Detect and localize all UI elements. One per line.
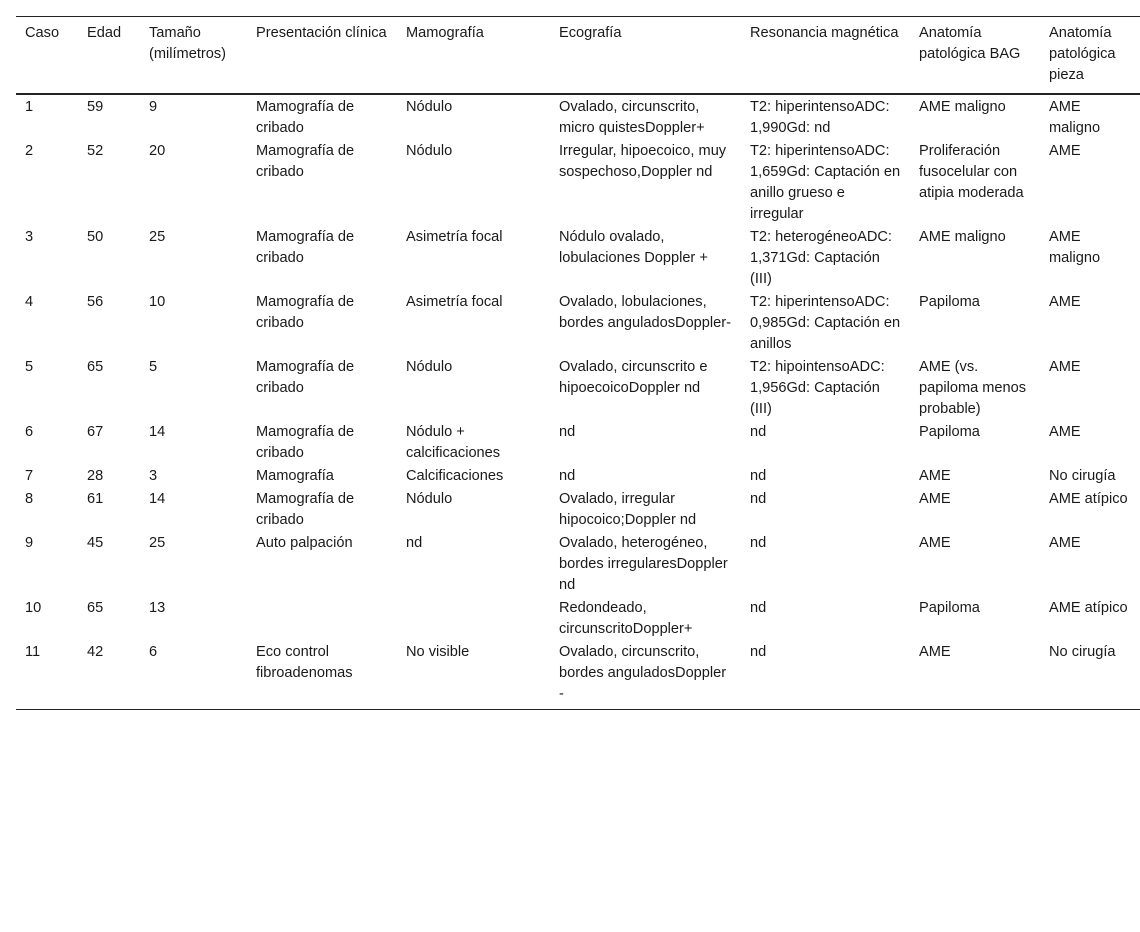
- cell-ecografia: Ovalado, circunscrito, micro quistesDoppler+: [559, 99, 705, 136]
- cell-presentacion: Mamografía: [256, 468, 334, 484]
- column-header-edad: Edad: [87, 25, 122, 41]
- cell-ap-bag: AME: [919, 468, 951, 484]
- cell-mamografia: Nódulo: [406, 143, 453, 159]
- cell-presentacion: Mamografía de cribado: [256, 143, 355, 180]
- column-header-tamano: Tamaño (milímetros): [149, 25, 227, 62]
- cell-presentacion: Mamografía de cribado: [256, 424, 355, 461]
- table-header-row: [16, 17, 1140, 95]
- table-row: [16, 641, 1140, 710]
- cell-ap-bag: AME maligno: [919, 99, 1006, 115]
- cell-caso: 10: [25, 600, 42, 616]
- cell-mamografia: Calcificaciones: [406, 468, 504, 484]
- cell-ecografia: Ovalado, heterogéneo, bordes irregularesDoppler nd: [559, 535, 728, 593]
- cell-ap-bag: AME (vs. papiloma menos probable): [919, 359, 1027, 417]
- cell-mamografia: Asimetría focal: [406, 229, 503, 245]
- column-header-ap-bag: Anatomía patológica BAG: [919, 25, 1021, 62]
- table-row: [16, 226, 1140, 291]
- cell-ap-pieza: AME maligno: [1049, 99, 1101, 136]
- cell-ap-pieza: AME: [1049, 359, 1081, 375]
- cell-ecografia: Ovalado, circunscrito e hipoecoicoDoppler nd: [559, 359, 708, 396]
- cell-mamografia: Asimetría focal: [406, 294, 503, 310]
- cell-edad: 59: [87, 99, 104, 115]
- column-header-mamografia: Mamografía: [406, 25, 484, 41]
- cell-ap-pieza: AME: [1049, 294, 1081, 310]
- cell-tamano: 25: [149, 535, 166, 551]
- cell-ecografia: nd: [559, 468, 576, 484]
- cell-resonancia: nd: [750, 424, 767, 440]
- cell-edad: 61: [87, 491, 104, 507]
- table-row: [16, 94, 1140, 140]
- cell-tamano: 13: [149, 600, 166, 616]
- cell-ap-pieza: AME: [1049, 143, 1081, 159]
- cell-caso: 9: [25, 535, 34, 551]
- table-row: [16, 532, 1140, 597]
- cell-tamano: 6: [149, 644, 158, 660]
- cell-mamografia: No visible: [406, 644, 470, 660]
- cell-caso: 1: [25, 99, 34, 115]
- cell-resonancia: nd: [750, 600, 767, 616]
- cell-tamano: 10: [149, 294, 166, 310]
- column-header-ecografia: Ecografía: [559, 25, 622, 41]
- cell-caso: 6: [25, 424, 34, 440]
- cell-presentacion: Eco control fibroadenomas: [256, 644, 353, 681]
- cell-ecografia: Irregular, hipoecoico, muy sospechoso,Doppler nd: [559, 143, 727, 180]
- cell-resonancia: T2: hiperintensoADC: 0,985Gd: Captación en anillos: [750, 294, 901, 352]
- cell-resonancia: nd: [750, 491, 767, 507]
- cell-ap-bag: AME maligno: [919, 229, 1006, 245]
- cell-ap-bag: Papiloma: [919, 424, 980, 440]
- cell-edad: 65: [87, 600, 104, 616]
- cell-ap-pieza: No cirugía: [1049, 468, 1116, 484]
- column-header-caso: Caso: [25, 25, 60, 41]
- cell-caso: 11: [25, 644, 41, 660]
- cell-ecografia: Ovalado, irregular hipocoico;Doppler nd: [559, 491, 697, 528]
- cell-edad: 42: [87, 644, 104, 660]
- cell-resonancia: nd: [750, 468, 767, 484]
- cell-ap-pieza: AME atípico: [1049, 491, 1128, 507]
- cell-ap-bag: Proliferación fusocelular con atipia moderada: [919, 143, 1024, 201]
- cell-caso: 5: [25, 359, 34, 375]
- cell-presentacion: Mamografía de cribado: [256, 359, 355, 396]
- cell-resonancia: T2: heterogéneoADC: 1,371Gd: Captación (III): [750, 229, 892, 287]
- column-header-resonancia: Resonancia magnética: [750, 25, 899, 41]
- cell-caso: 7: [25, 468, 34, 484]
- table-row: [16, 465, 1140, 488]
- table-row: [16, 421, 1140, 465]
- cell-tamano: 9: [149, 99, 158, 115]
- cell-tamano: 20: [149, 143, 166, 159]
- cell-tamano: 25: [149, 229, 166, 245]
- cell-presentacion: [247, 597, 397, 641]
- cell-edad: 65: [87, 359, 104, 375]
- cell-presentacion: Mamografía de cribado: [256, 491, 355, 528]
- cell-presentacion: Mamografía de cribado: [256, 229, 355, 266]
- table-row: [16, 488, 1140, 532]
- table-row: [16, 140, 1140, 226]
- cell-mamografia: Nódulo: [406, 359, 453, 375]
- cell-mamografia: nd: [406, 535, 423, 551]
- cell-edad: 28: [87, 468, 104, 484]
- cases-table: [16, 16, 1140, 710]
- cell-edad: 56: [87, 294, 104, 310]
- cell-edad: 50: [87, 229, 104, 245]
- cell-caso: 8: [25, 491, 34, 507]
- cell-edad: 67: [87, 424, 104, 440]
- cell-ap-pieza: AME: [1049, 535, 1081, 551]
- cell-ecografia: Redondeado, circunscritoDoppler+: [559, 600, 693, 637]
- cell-resonancia: nd: [750, 535, 767, 551]
- table-body: [16, 94, 1140, 710]
- cell-tamano: 5: [149, 359, 158, 375]
- cell-tamano: 3: [149, 468, 158, 484]
- cell-ecografia: Ovalado, circunscrito, bordes anguladosDoppler -: [559, 644, 727, 702]
- cell-ecografia: nd: [559, 424, 576, 440]
- cell-resonancia: nd: [750, 644, 767, 660]
- cell-resonancia: T2: hiperintensoADC: 1,990Gd: nd: [750, 99, 890, 136]
- cell-ap-bag: AME: [919, 535, 951, 551]
- cell-resonancia: T2: hiperintensoADC: 1,659Gd: Captación en anillo grueso e irregular: [750, 143, 901, 222]
- cell-mamografia: Nódulo: [406, 99, 453, 115]
- cell-ecografia: Ovalado, lobulaciones, bordes anguladosDoppler-: [559, 294, 731, 331]
- cell-edad: 45: [87, 535, 104, 551]
- cell-caso: 2: [25, 143, 34, 159]
- table-row: [16, 291, 1140, 356]
- cell-presentacion: Mamografía de cribado: [256, 99, 355, 136]
- cell-presentacion: Mamografía de cribado: [256, 294, 355, 331]
- column-header-presentacion: Presentación clínica: [256, 25, 387, 41]
- cell-tamano: 14: [149, 424, 166, 440]
- cell-presentacion: Auto palpación: [256, 535, 353, 551]
- cell-ap-pieza: No cirugía: [1049, 644, 1116, 660]
- cell-resonancia: T2: hipointensoADC: 1,956Gd: Captación (III): [750, 359, 885, 417]
- cell-ap-bag: AME: [919, 644, 951, 660]
- cell-ap-bag: Papiloma: [919, 294, 980, 310]
- cell-ap-pieza: AME atípico: [1049, 600, 1128, 616]
- cell-caso: 3: [25, 229, 34, 245]
- table-row: [16, 597, 1140, 641]
- cell-tamano: 14: [149, 491, 166, 507]
- column-header-ap-pieza: Anatomía patológica pieza: [1049, 25, 1116, 83]
- cell-mamografia: Nódulo: [406, 491, 453, 507]
- cell-mamografia: [397, 597, 550, 641]
- cell-ap-bag: AME: [919, 491, 951, 507]
- cell-ap-bag: Papiloma: [919, 600, 980, 616]
- cell-mamografia: Nódulo + calcificaciones: [406, 424, 501, 461]
- cell-edad: 52: [87, 143, 104, 159]
- cell-ecografia: Nódulo ovalado, lobulaciones Doppler +: [559, 229, 708, 266]
- cell-ap-pieza: AME: [1049, 424, 1081, 440]
- cell-caso: 4: [25, 294, 34, 310]
- table-row: [16, 356, 1140, 421]
- table-container: [16, 16, 1140, 710]
- cell-ap-pieza: AME maligno: [1049, 229, 1101, 266]
